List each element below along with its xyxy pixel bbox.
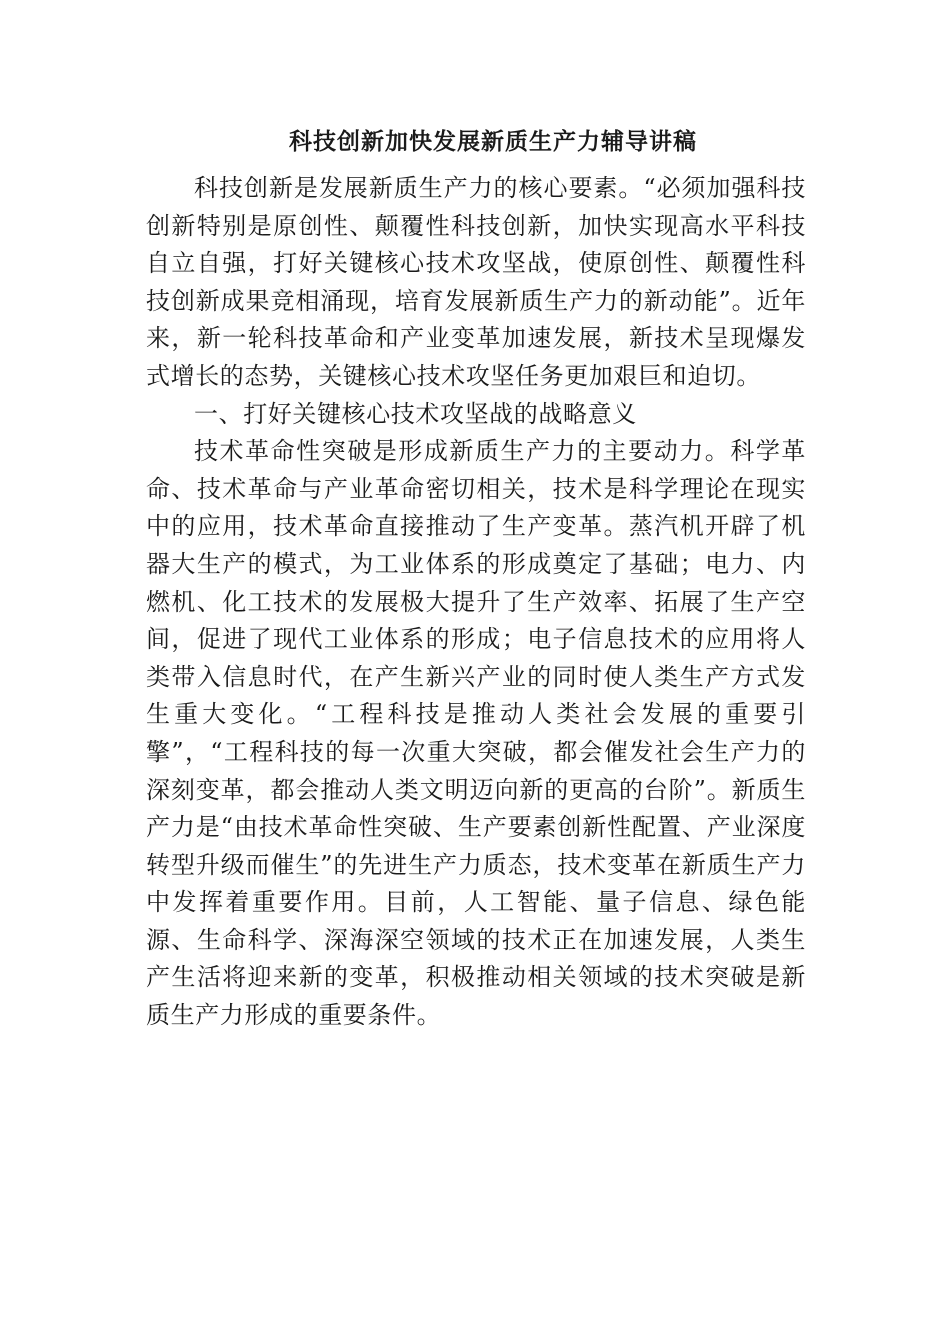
body-paragraph: 技术革命性突破是形成新质生产力的主要动力。科学革命、技术革命与产业革命密切相关，技术是科学理论在现实中的应用，技术革命直接推动了生产变革。蒸汽机开辟了机器大生产的模式，为工业体系的形成奠定了基础；电力、内燃机、化工技术的发展极大提升了生产效率、拓展了生产空间，促进了现代工业体系的形成；电子信息技术的应用将人类带入信息时代，在产生新兴产业的同时使人类生产方式发生重大变化。“工程科技是推动人类社会发展的重要引擎”，“工程科技的每一次重大突破，都会催发社会生产力的深刻变革，都会推动人类文明迈向新的更高的台阶”。新质生产力是“由技术革命性突破、生产要素创新性配置、产业深度转型升级而催生”的先进生产力质态，技术变革在新质生产力中发挥着重要作用。目前，人工智能、量子信息、绿色能源、生命科学、深海深空领域的技术正在加速发展，人类生产生活将迎来新的变革，积极推动相关领域的技术突破是新质生产力形成的重要条件。 [146,437,806,1030]
intro-paragraph: 科技创新是发展新质生产力的核心要素。“必须加强科技创新特别是原创性、颠覆性科技创新，加快实现高水平科技自立自强，打好关键核心技术攻坚战，使原创性、颠覆性科技创新成果竞相涌现，培育发展新质生产力的新动能”。近年来，新一轮科技革命和产业变革加速发展，新技术呈现爆发式增长的态势，关键核心技术攻坚任务更加艰巨和迫切。 [146,174,806,390]
document-page [146,122,806,1035]
document-title: 科技创新加快发展新质生产力辅导讲稿 [289,128,697,155]
section-heading: 一、打好关键核心技术攻坚战的战略意义 [194,399,637,428]
